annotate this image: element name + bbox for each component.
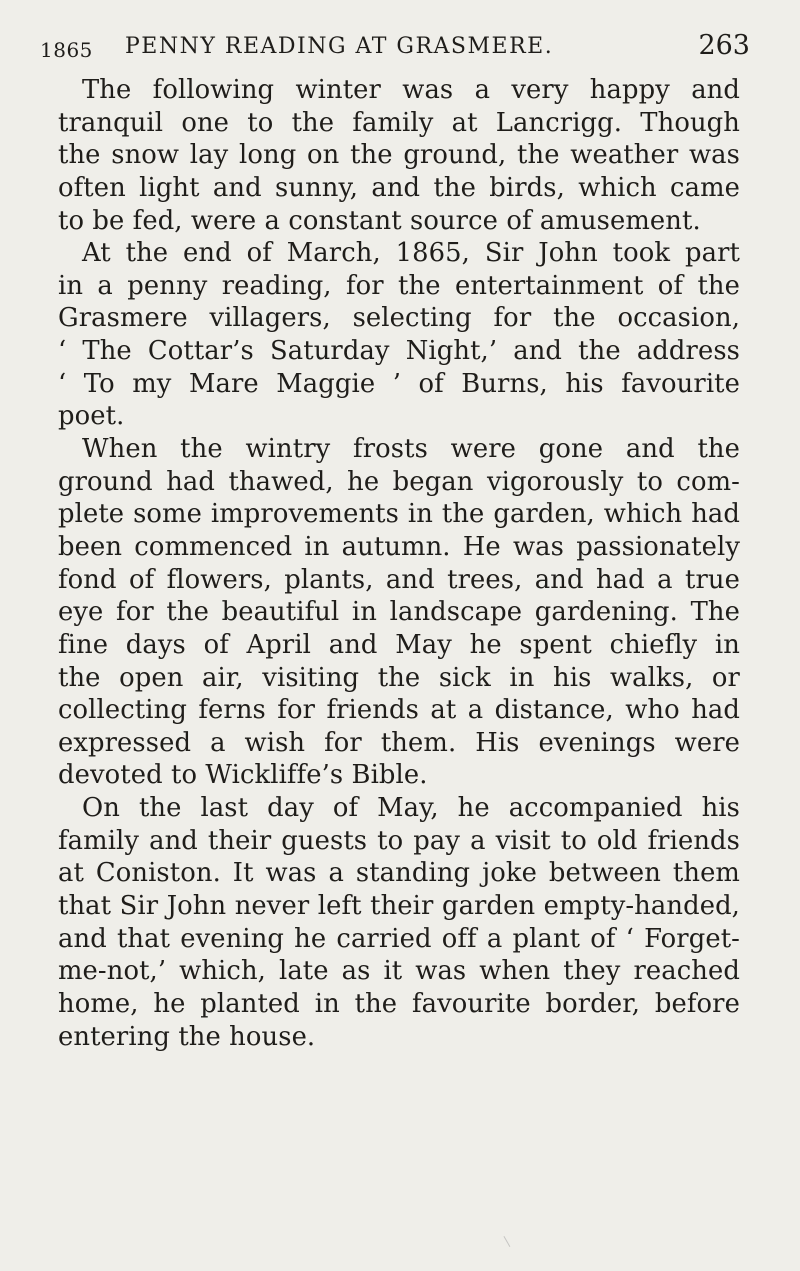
text-line: me-not,’ which, late as it was when they reached (58, 956, 740, 987)
text-line: and that evening he carried off a plant of ‘ Forget- (58, 923, 740, 954)
text-line: poet. (58, 401, 125, 432)
text-line: the snow lay long on the ground, the weather was (58, 140, 740, 171)
text-line: at Coniston. It was a standing joke between them (58, 858, 740, 889)
text-line: tranquil one to the family at Lancrigg. Though (58, 107, 740, 138)
text-line: devoted to Wickliffe’s Bible. (58, 760, 428, 791)
header-year: 1865 (40, 38, 93, 62)
text-line: Grasmere villagers, selecting for the occasion, (58, 303, 740, 334)
text-line: the open air, visiting the sick in his walks, or (58, 662, 740, 693)
text-line: eye for the beautiful in landscape gardening. The (58, 597, 740, 628)
text-line: often light and sunny, and the birds, which came (58, 172, 740, 203)
text-line: ground had thawed, he began vigorously to com- (58, 466, 740, 497)
text-line: At the end of March, 1865, Sir John took part (82, 238, 740, 269)
page-header (40, 30, 750, 64)
text-line: family and their guests to pay a visit to old friends (58, 825, 740, 856)
text-line: been commenced in autumn. He was passionately (58, 531, 740, 562)
text-line: plete some improvements in the garden, which had (58, 499, 740, 530)
text-line: in a penny reading, for the entertainment of the (58, 270, 740, 301)
text-line: home, he planted in the favourite border, before (58, 988, 740, 1019)
text-line: entering the house. (58, 1021, 316, 1052)
running-title: PENNY READING AT GRASMERE. (125, 34, 554, 59)
print-mark (503, 1233, 515, 1247)
text-line: ‘ To my Mare Maggie ’ of Burns, his favourite (58, 368, 740, 399)
text-line: that Sir John never left their garden empty-handed, (58, 891, 740, 922)
text-line: fine days of April and May he spent chiefly in (58, 629, 740, 660)
text-line: collecting ferns for friends at a distance, who had (58, 695, 740, 726)
text-line: fond of flowers, plants, and trees, and had a true (58, 564, 740, 595)
text-line: to be fed, were a constant source of amusement. (58, 205, 701, 236)
text-line: ‘ The Cottar’s Saturday Night,’ and the address (58, 336, 740, 367)
text-line: The following winter was a very happy and (82, 75, 740, 105)
text-line: When the wintry frosts were gone and the (82, 434, 740, 465)
text-line: expressed a wish for them. His evenings were (58, 727, 740, 758)
page-number: 263 (698, 30, 750, 61)
body-text (58, 74, 740, 1053)
text-line: On the last day of May, he accompanied his (82, 793, 740, 824)
